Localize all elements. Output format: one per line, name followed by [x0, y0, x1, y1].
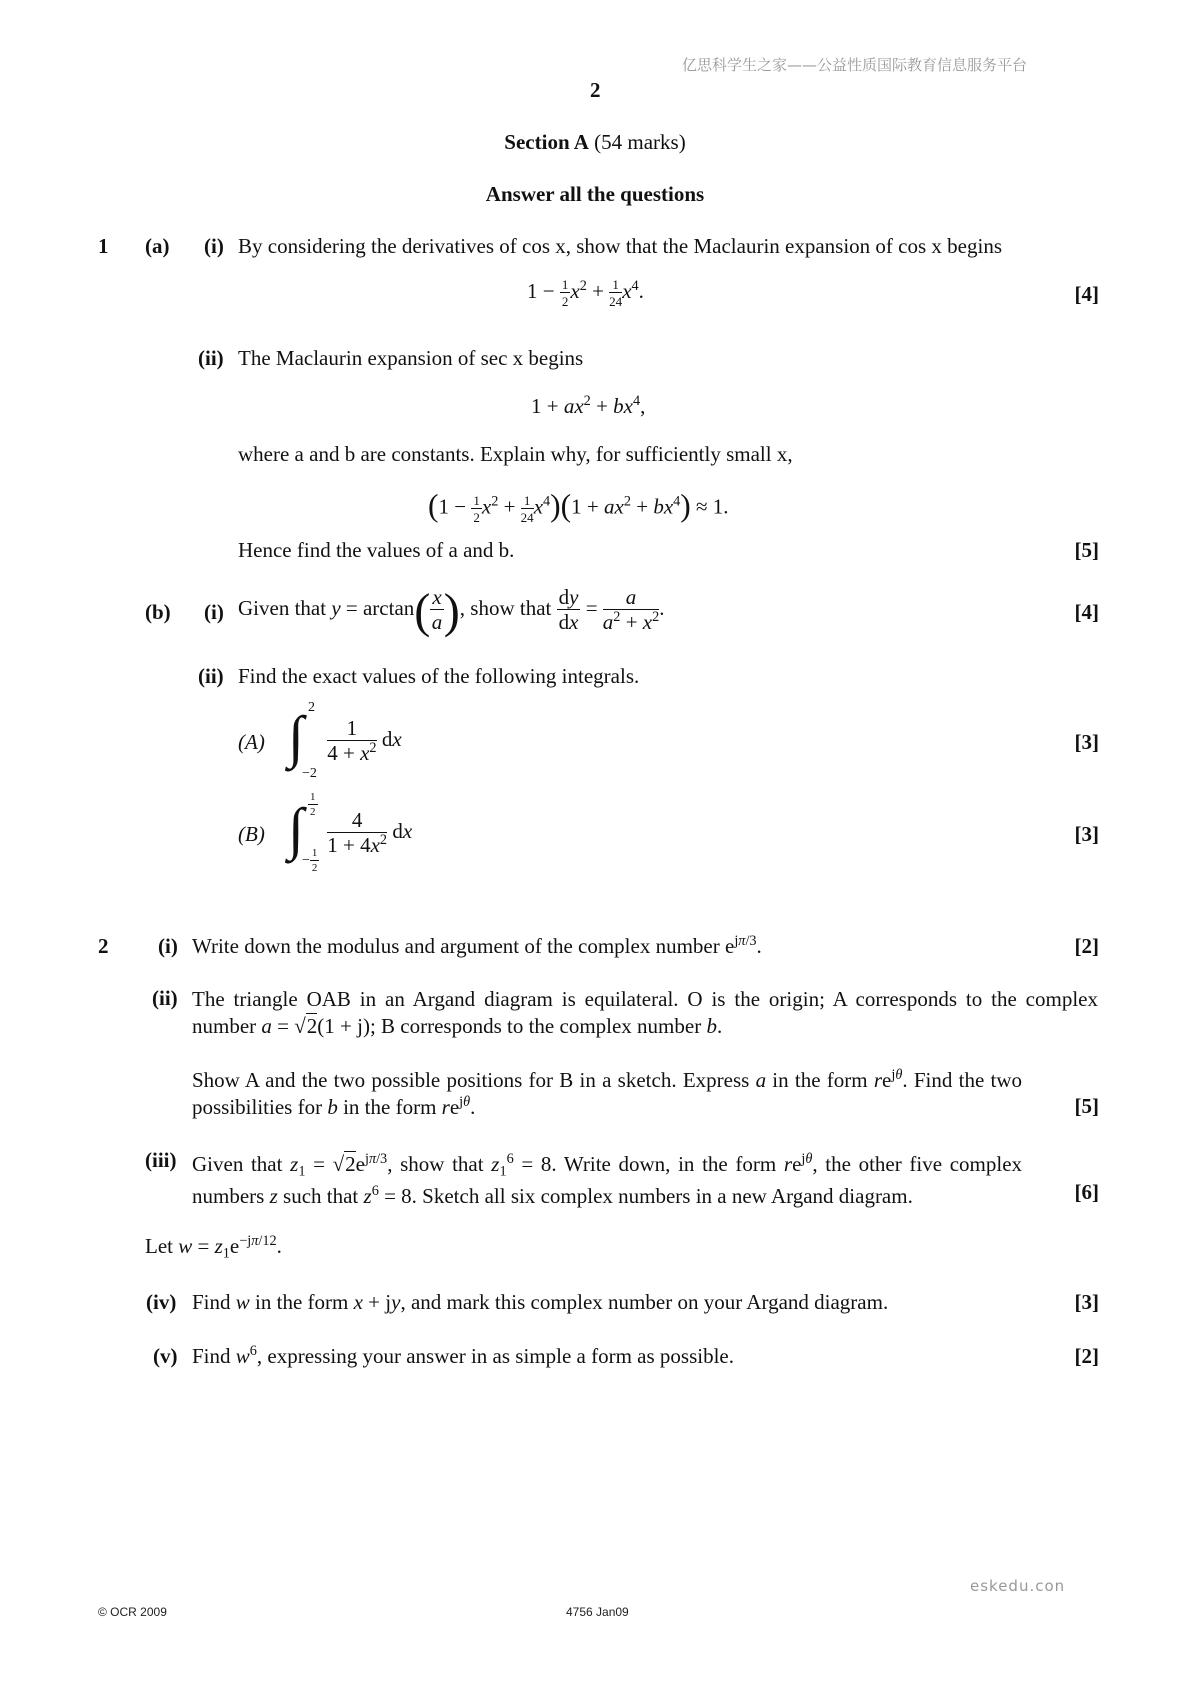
q2iii-text: Given that $z_1 = √2e^{j\pi/3}$, show that $z_1^6 = 8$. Write down, in the form $re^{j\theta}$, the other five complex numbers z such that $z^6 = 8$. Sketch all six complex numbers in a new Argand diagram. — [192, 1151, 1023, 1208]
q1aii-text1: The Maclaurin expansion of sec x begins — [238, 346, 584, 370]
q2v-label: (v) — [153, 1344, 178, 1368]
q1a-label: (a) — [145, 234, 170, 258]
q2ii-text1: The triangle OAB in an Argand diagram is equilateral. O is the origin; A corresponds to the complex number a = √2(1 + j); B corresponds to the complex number b. — [192, 987, 1098, 1038]
q1bii-A-integral: ∫ 2 −2 $\frac{1}{4 + x^2}$ dx — [288, 700, 402, 781]
footer-code: 4756 Jan09 — [566, 1605, 629, 1619]
q2iii-label: (iii) — [145, 1148, 177, 1172]
q2v-mark: [2] — [1074, 1344, 1099, 1368]
q1bii-label: (ii) — [198, 664, 224, 688]
q2ii-text2: Show A and the two possible positions for B in a sketch. Express a in the form $re^{j\theta}$. Find the two possibilities for b in the form $re^{j\theta}$. — [192, 1067, 1023, 1119]
q1b-label: (b) — [145, 600, 171, 624]
q2i-mark: [2] — [1074, 934, 1099, 958]
q1aii-sec-expansion: $1 + ax^2 + bx^4$, — [531, 393, 646, 418]
q2-number: 2 — [98, 934, 109, 958]
q1bi-show: , show that — [459, 595, 552, 620]
q1bi-label: (i) — [204, 600, 224, 624]
q2ii-label: (ii) — [152, 986, 178, 1010]
q1ai-text: By considering the derivatives of cos x, show that the Maclaurin expansion of cos x begins — [238, 234, 1002, 258]
footer-copyright: © OCR 2009 — [98, 1605, 167, 1619]
section-title — [0, 130, 1190, 155]
section-instruction: Answer all the questions — [485, 182, 705, 206]
watermark-bottom: eskedu.con — [970, 1577, 1066, 1595]
q1aii-text2: where a and b are constants. Explain why, for sufficiently small x, — [238, 442, 793, 466]
q1bii-B-mark: [3] — [1074, 822, 1099, 846]
q2i-label: (i) — [158, 934, 178, 958]
watermark-top: 亿思科学生之家——公益性质国际教育信息服务平台 — [682, 56, 1028, 74]
q2i-text: Write down the modulus and argument of the complex number $e^{j\pi/3}$. — [192, 933, 762, 958]
q2iv-mark: [3] — [1074, 1290, 1099, 1314]
q1bii-A-label: (A) — [238, 730, 265, 754]
q1ai-cos-expansion: 1 − $\frac{1}{2}$ $x^2$ + $\frac{1}{24}$ $x^4$. — [527, 277, 644, 310]
q2-let-w: Let $w = z_1e^{-j\pi/12}$. — [145, 1233, 282, 1262]
q2ii-mark: [5] — [1074, 1094, 1099, 1118]
q1aii-label: (ii) — [198, 346, 224, 370]
q2iv-text: Find w in the form x + jy, and mark this complex number on your Argand diagram. — [192, 1290, 889, 1314]
q1bii-B-label: (B) — [238, 822, 265, 846]
q2iii-mark: [6] — [1074, 1180, 1099, 1204]
q1aii-text3: Hence find the values of a and b. — [238, 538, 515, 562]
q1bii-B-integral: ∫ $\frac{1}{2}$ − $\frac{1}{2}$ $\frac{4}{1 + 4x^2}$ dx — [288, 791, 413, 874]
q2i-text-main: Write down the modulus and argument of the complex number — [192, 934, 720, 958]
q1bii-A-mark: [3] — [1074, 730, 1099, 754]
q1-number: 1 — [98, 234, 109, 258]
q1bi-mark: [4] — [1074, 600, 1099, 624]
page-number: 2 — [590, 78, 601, 102]
q1bi-text: Given that y = arctan( $\frac{x}{a}$ ), show that $\frac{dy}{dx}$ = $\frac{a}{a^2 + x^2}$ . — [238, 585, 665, 638]
q1aii-product: (1 − $\frac{1}{2}$ $x^2$ + $\frac{1}{24}$ $x^4)(1 + ax^2 + bx^4) \approx 1$. — [428, 488, 729, 525]
q1ai-mark: [4] — [1074, 282, 1099, 306]
section-title-bold: Section A — [504, 130, 589, 154]
q1bii-text: Find the exact values of the following integrals. — [238, 664, 640, 688]
q1bi-given: Given that — [238, 595, 327, 620]
q2v-text: Find $w^6$, expressing your answer in as simple a form as possible. — [192, 1343, 734, 1368]
section-title-marks: (54 marks) — [594, 130, 686, 154]
q2iv-label: (iv) — [146, 1290, 177, 1314]
q1ai-label: (i) — [204, 234, 224, 258]
q1aii-mark: [5] — [1074, 538, 1099, 562]
